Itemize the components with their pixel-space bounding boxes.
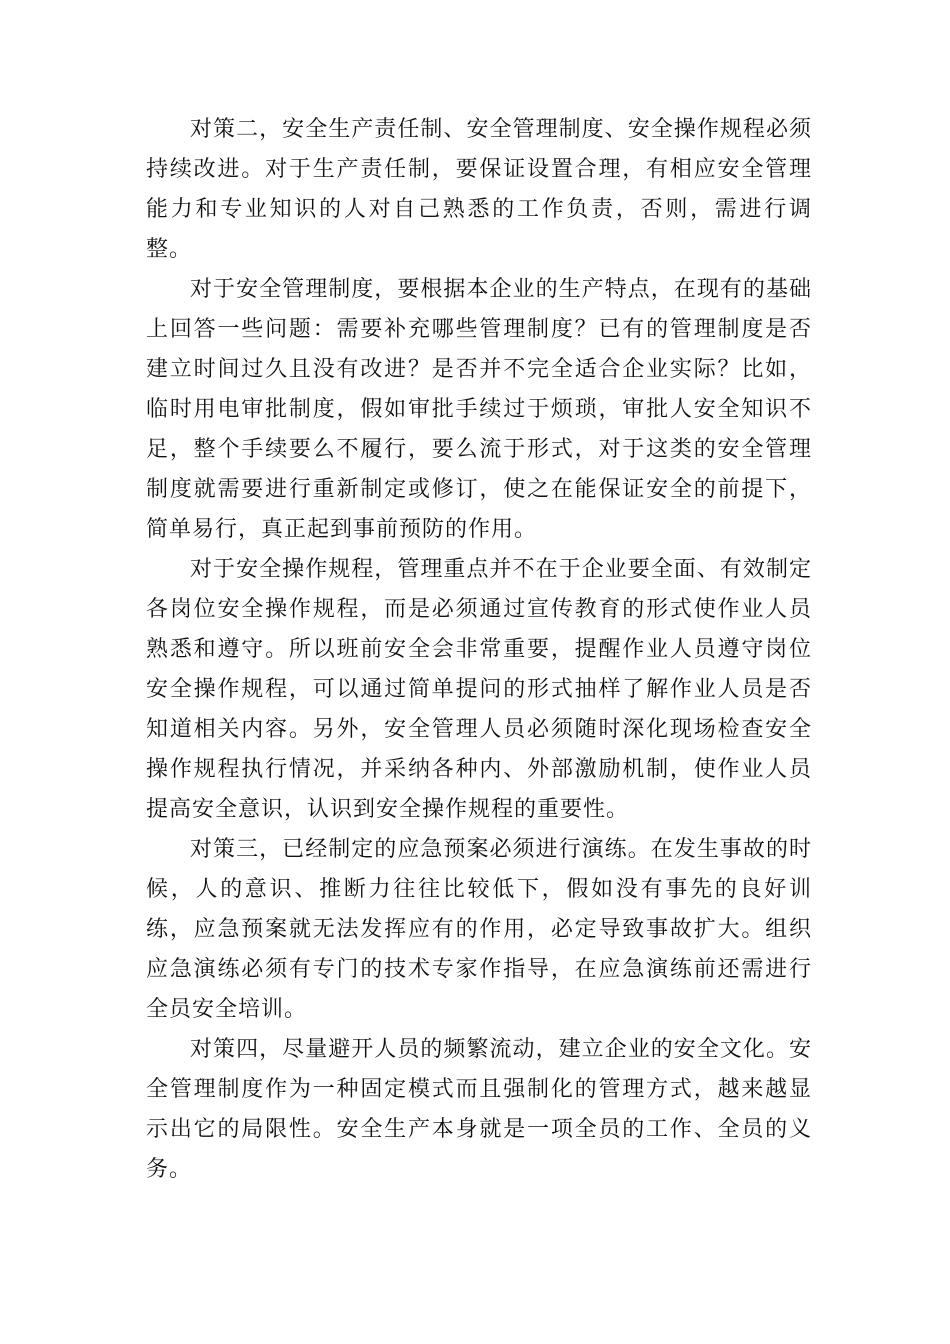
paragraph-safety-operating-procedures: 对于安全操作规程，管理重点并不在于企业要全面、有效制定各岗位安全操作规程，而是必须通过宣传教育的形式使作业人员熟悉和遵守。所以班前安全会非常重要，提醒作业人员遵守岗位安全操作规程，可以通过简单提问的形式抽样了解作业人员是否知道相关内容。另外，安全管理人员必须随时深化现场检查安全操作规程执行情况，并采纳各种内、外部激励机制，使作业人员提高安全意识，认识到安全操作规程的重要性。	[146, 557, 812, 822]
paragraph-strategy-two: 对策二，安全生产责任制、安全管理制度、安全操作规程必须持续改进。对于生产责任制，要保证设置合理，有相应安全管理能力和专业知识的人对自己熟悉的工作负责，否则，需进行调整。	[146, 117, 812, 262]
paragraph-strategy-four: 对策四，尽量避开人员的频繁流动，建立企业的安全文化。安全管理制度作为一种固定模式而且强制化的管理方式，越来越显示出它的局限性。安全生产本身就是一项全员的工作、全员的义务。	[146, 1037, 812, 1182]
paragraph-safety-management-system: 对于安全管理制度，要根据本企业的生产特点，在现有的基础上回答一些问题：需要补充哪些管理制度？已有的管理制度是否建立时间过久且没有改进？是否并不完全适合企业实际？比如，临时用电审批制度，假如审批手续过于烦琐，审批人安全知识不足，整个手续要么不履行，要么流于形式，对于这类的安全管理制度就需要进行重新制定或修订，使之在能保证安全的前提下，简单易行，真正起到事前预防的作用。	[146, 277, 812, 542]
document-body	[146, 110, 812, 1190]
paragraph-strategy-three: 对策三，已经制定的应急预案必须进行演练。在发生事故的时候，人的意识、推断力往往比较低下，假如没有事先的良好训练，应急预案就无法发挥应有的作用，必定导致事故扩大。组织应急演练必须有专门的技术专家作指导，在应急演练前还需进行全员安全培训。	[146, 837, 812, 1022]
